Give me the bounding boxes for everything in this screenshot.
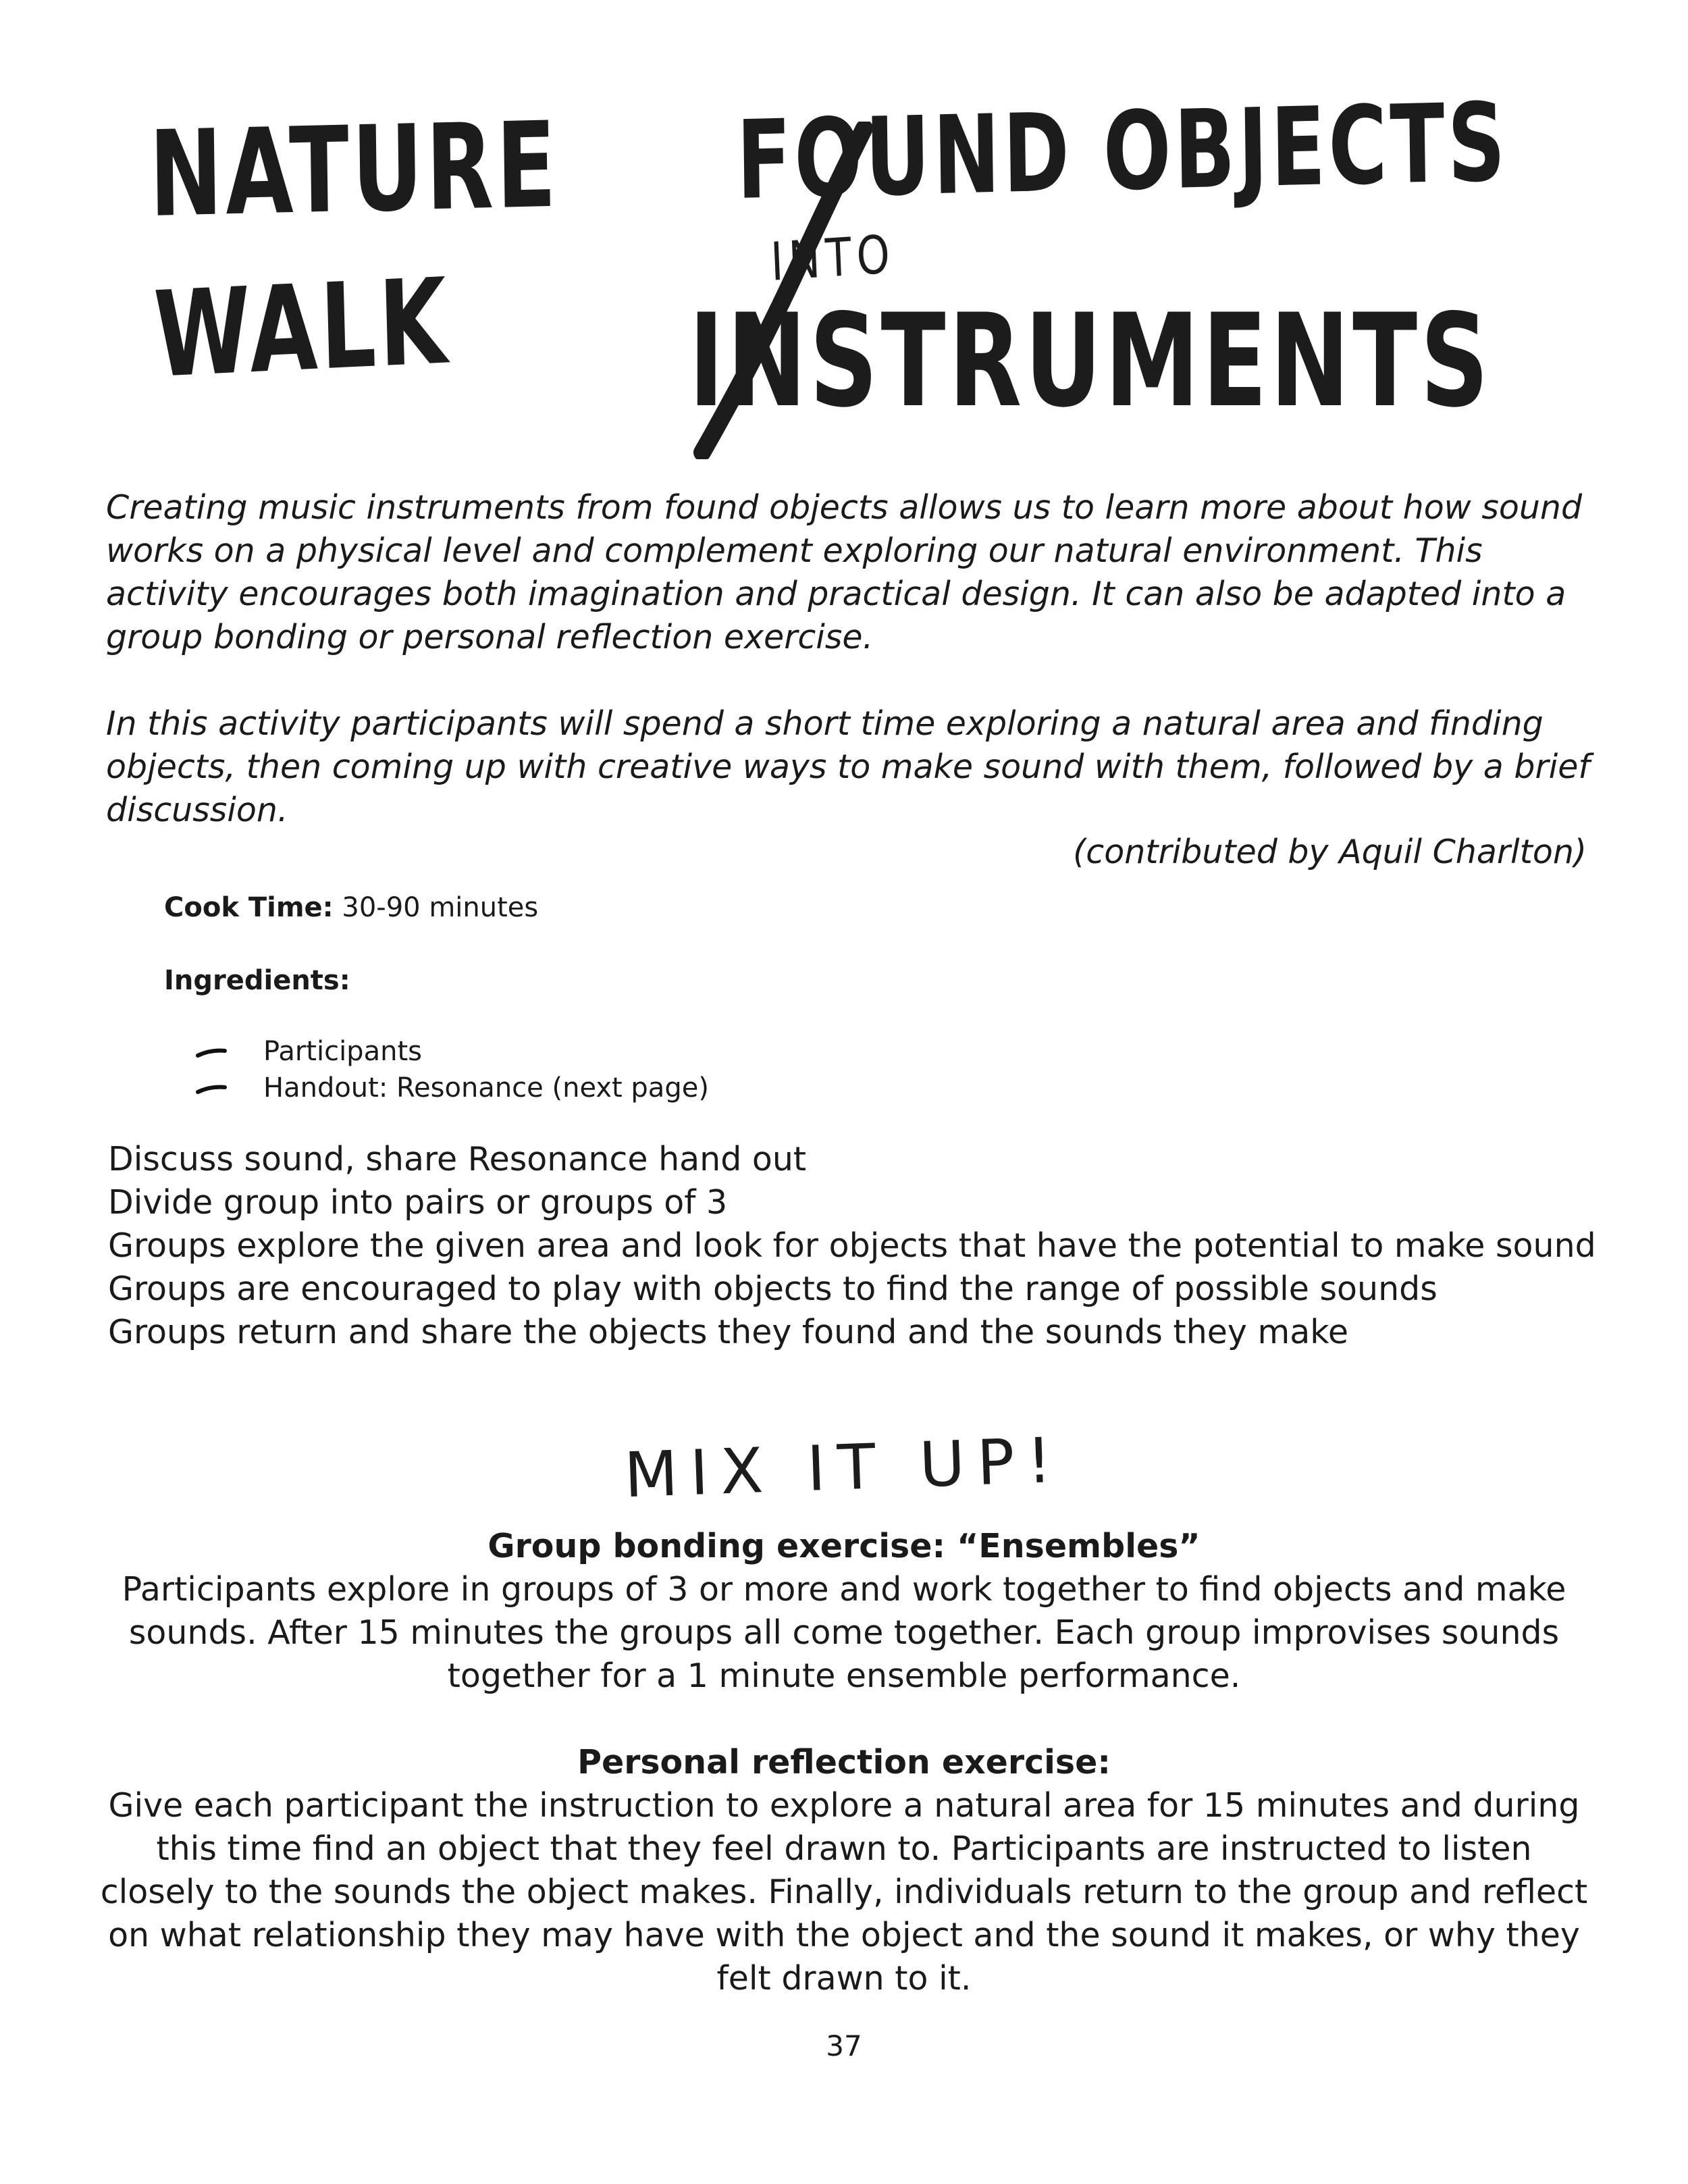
ensembles-text: Participants explore in groups of 3 or more and work together to find objects and make sounds. After 15 minutes the groups all come together. Each group improvises sounds together for a 1 minute ensemble performance.: [122, 1570, 1566, 1695]
ingredients-list: [196, 1033, 709, 1106]
reflection-heading: Personal reflection exercise:: [577, 1743, 1111, 1782]
intro-paragraph-2: In this activity participants will spend a short time exploring a natural area and finding objects, then coming up with creative ways to make sound with them, followed by a brief discussion.: [106, 704, 1590, 829]
cook-time-label: Cook Time:: [164, 892, 334, 923]
title-walk: WALK: [152, 253, 452, 405]
list-item: [196, 1033, 709, 1070]
list-item: [196, 1070, 709, 1106]
step-item: Divide group into pairs or groups of 3: [108, 1183, 728, 1222]
step-item: Discuss sound, share Resonance hand out: [108, 1140, 807, 1178]
title-instruments: INSTRUMENTS: [689, 286, 1492, 436]
dash-bullet-icon: [196, 1085, 227, 1094]
ingredients-heading: Ingredients:: [164, 965, 350, 996]
title-found-objects: FOUND OBJECTS: [735, 79, 1509, 224]
step-item: Groups are encouraged to play with objects to find the range of possible sounds: [108, 1270, 1438, 1308]
ensembles-heading: Group bonding exercise: “Ensembles”: [487, 1527, 1201, 1565]
dash-bullet-icon: [196, 1048, 227, 1058]
intro-paragraph-1: Creating music instruments from found objects allows us to learn more about how sound works on a physical level and complement exploring our natural environment. This activity encourages both imagination and practical design. It can also be adapted into a group bonding or personal reflection exercise.: [106, 488, 1583, 656]
title-into: INTO: [769, 224, 897, 293]
cook-time: [164, 890, 538, 925]
step-item: Groups explore the given area and look for objects that have the potential to make sound: [108, 1226, 1596, 1265]
step-item: Groups return and share the objects they found and the sounds they make: [108, 1313, 1349, 1351]
cook-time-value: 30-90 minutes: [342, 892, 539, 923]
mix-it-up-heading: MIX IT UP!: [623, 1424, 1065, 1512]
activity-steps: [108, 1138, 1596, 1354]
ingredient-label: Handout: Resonance (next page): [263, 1072, 709, 1103]
reflection-text: Give each participant the instruction to explore a natural area for 15 minutes and during this time find an object that they feel drawn to. Participants are instructed to listen closely to the sounds the object makes. Finally, individuals return to the group and reflect on what relationship they may have with the object and the sound it makes, or why they felt drawn to it.: [100, 1786, 1588, 1998]
title-nature: NATURE: [148, 97, 560, 244]
contributor-credit: (contributed by Aquil Charlton): [1073, 833, 1587, 871]
ingredient-label: Participants: [263, 1036, 422, 1067]
hand-lettered-title: [148, 79, 1566, 466]
page-number: 37: [826, 2029, 862, 2062]
